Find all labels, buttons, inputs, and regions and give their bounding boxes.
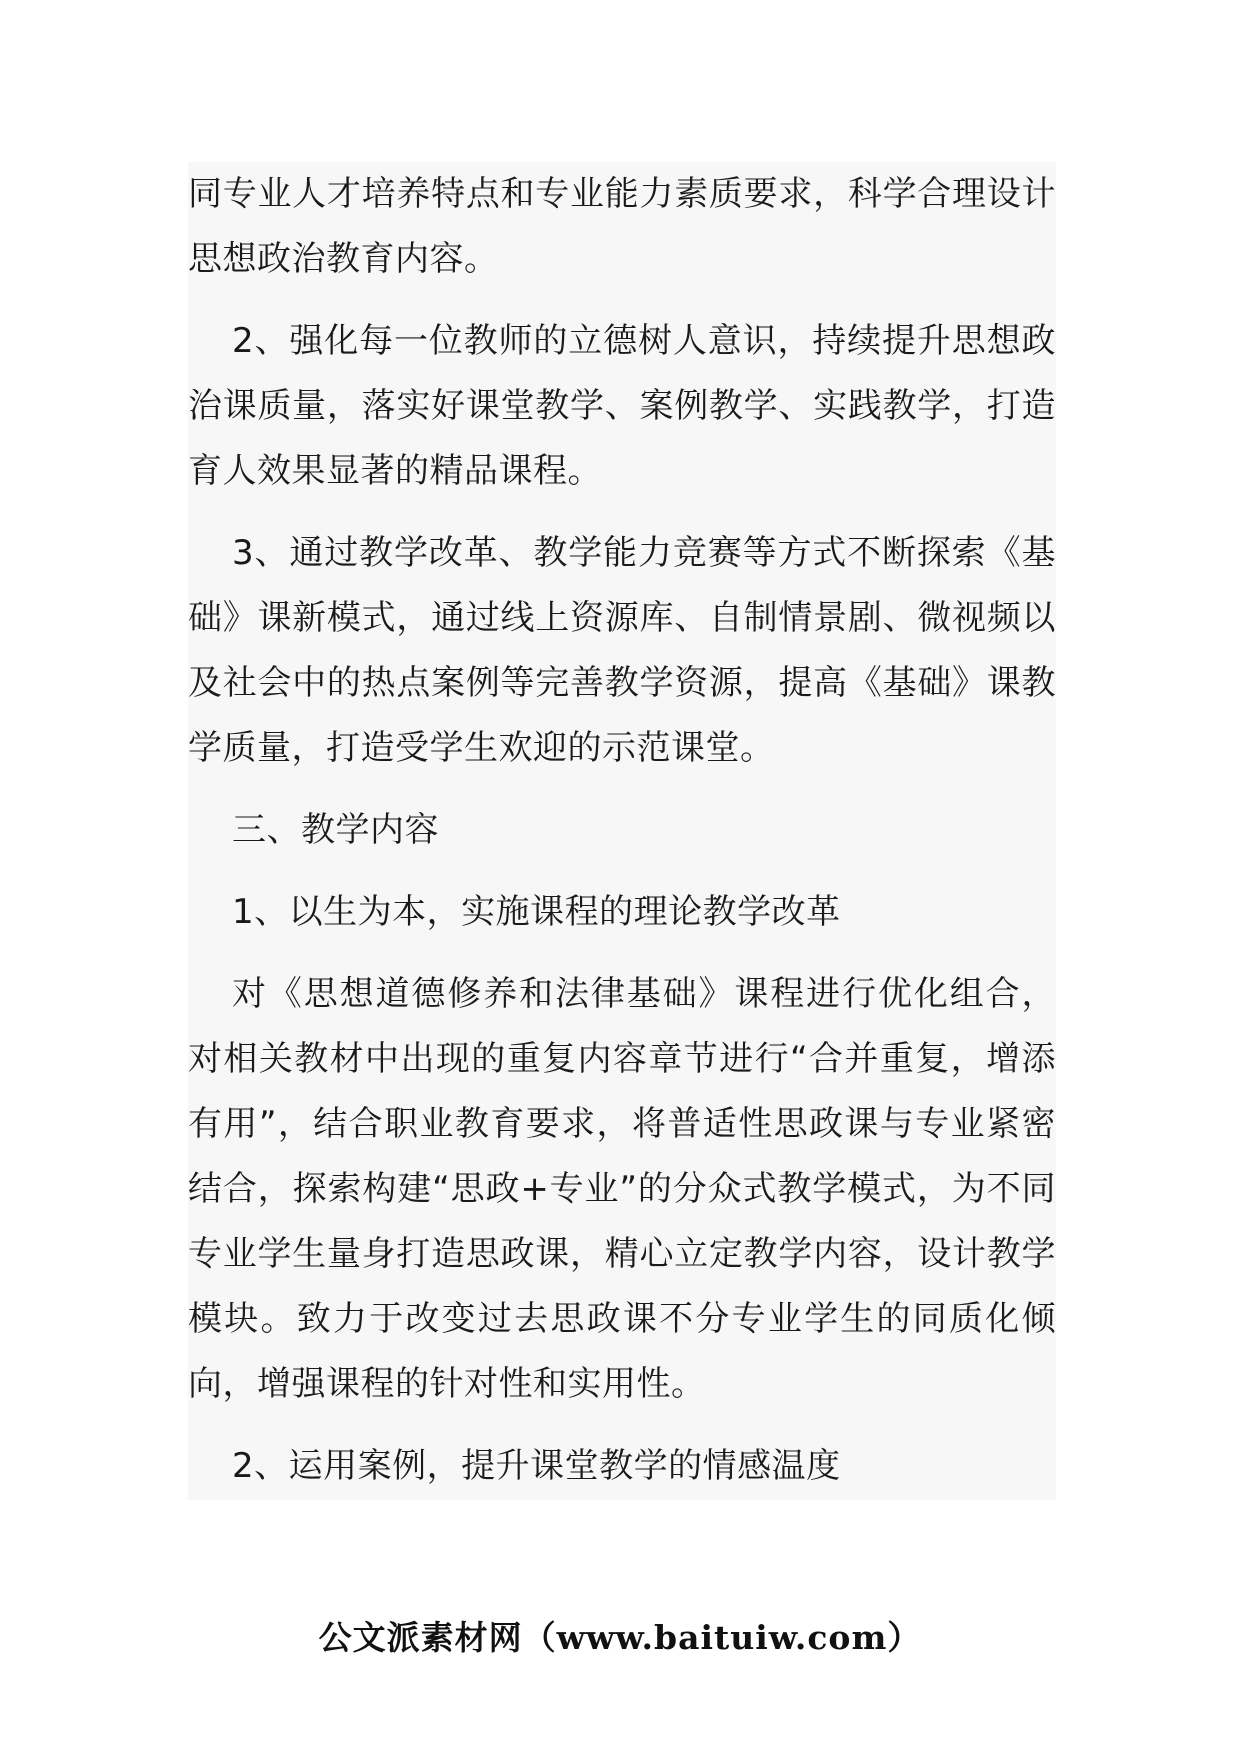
subheading-theory-reform: 1、以生为本，实施课程的理论教学改革: [232, 892, 841, 932]
paragraph-theory-reform: 对《思想道德修养和法律基础》课程进行优化组合，对相关教材中出现的重复内容章节进行“合并重复，增添有用”，结合职业教育要求，将普适性思政课与专业紧密结合，探索构建“思政+专业”的分众式教学模式，为不同专业学生量身打造思政课，精心立定教学内容，设计教学模块。致力于改变过去思政课不分专业学生的同质化倾向，增强课程的针对性和实用性。: [188, 974, 1056, 1404]
paragraph-item-2: 2、强化每一位教师的立德树人意识，持续提升思想政治课质量，落实好课堂教学、案例教学、实践教学，打造育人效果显著的精品课程。: [188, 321, 1056, 491]
subheading-case-teaching: 2、运用案例，提升课堂教学的情感温度: [232, 1446, 841, 1486]
section-heading-teaching-content: 三、教学内容: [232, 810, 439, 850]
document-body: [188, 162, 1056, 1500]
footer-watermark: 公文派素材网（www.baituiw.com）: [318, 1618, 922, 1657]
paragraph-continuation: 同专业人才培养特点和专业能力素质要求，科学合理设计思想政治教育内容。: [188, 174, 1056, 279]
paragraph-item-3: 3、通过教学改革、教学能力竞赛等方式不断探索《基础》课新模式，通过线上资源库、自制情景剧、微视频以及社会中的热点案例等完善教学资源，提高《基础》课教学质量，打造受学生欢迎的示范课堂。: [188, 533, 1056, 768]
